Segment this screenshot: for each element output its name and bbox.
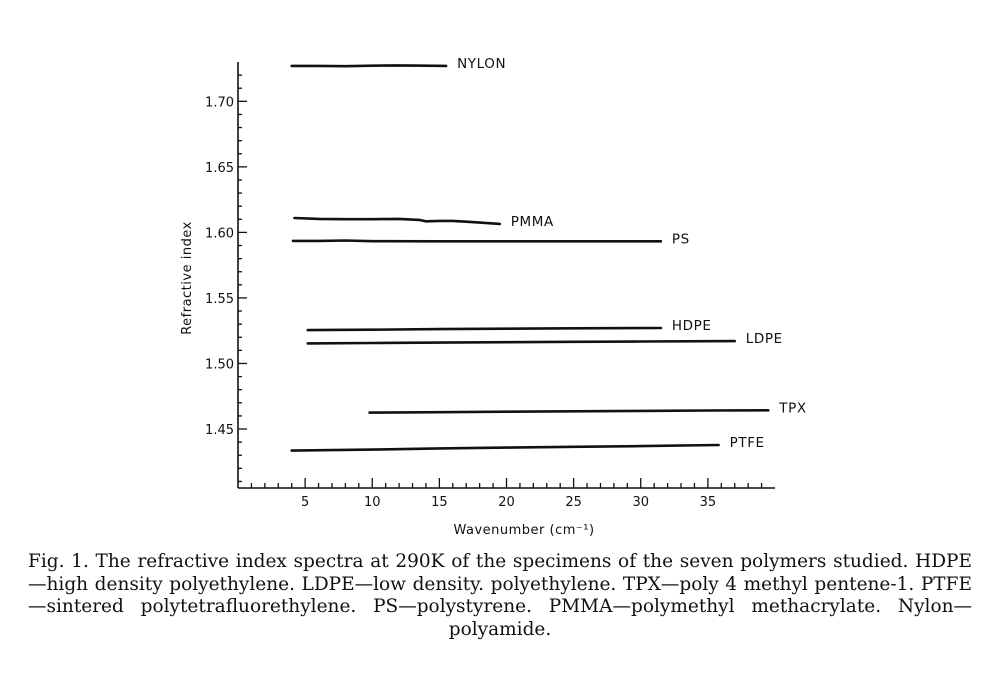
x-tick-label: 35 (699, 495, 717, 510)
series-line-hdpe (308, 328, 661, 330)
series-label-ldpe: LDPE (745, 331, 783, 348)
series-label-ps: PS (671, 231, 690, 248)
chart-axes (205, 62, 775, 510)
x-axis-title: Wavenumber (cm⁻¹) (453, 523, 595, 538)
y-tick-label: 1.60 (205, 226, 234, 242)
series-label-pmma: PMMA (510, 213, 554, 230)
chart-series (292, 56, 807, 451)
series-label-hdpe: HDPE (671, 317, 712, 334)
x-tick-label: 25 (565, 495, 582, 510)
series-line-ps (293, 241, 661, 242)
series-line-ptfe (292, 445, 719, 451)
series-line-tpx (370, 410, 769, 412)
series-label-nylon: NYLON (457, 55, 507, 72)
x-tick-label: 20 (498, 495, 515, 510)
y-tick-label: 1.45 (205, 423, 234, 439)
y-tick-label: 1.50 (205, 357, 234, 373)
x-tick-label: 10 (363, 495, 381, 510)
figure-caption: Fig. 1. The refractive index spectra at 290K of the specimens of the seven polymers studied. HDPE—high density polyethylene. LDPE—low density. polyethylene. TPX—poly 4 methyl pentene-1. PTFE—sintered polytetrafluorethylene. PS—polystyrene. PMMA—polymethyl methacrylate. Nylon—polyamide. (28, 551, 972, 640)
x-tick-label: 15 (431, 495, 448, 510)
series-label-tpx: TPX (779, 400, 807, 417)
series-label-ptfe: PTFE (729, 435, 765, 452)
series-line-nylon (292, 65, 446, 66)
series-line-pmma (294, 218, 499, 224)
y-tick-label: 1.65 (205, 160, 234, 176)
x-tick-label: 5 (300, 495, 310, 510)
y-axis-title: Refractive index (180, 221, 195, 335)
y-tick-label: 1.70 (205, 95, 234, 111)
series-line-ldpe (308, 341, 735, 343)
y-tick-label: 1.55 (205, 291, 234, 307)
x-tick-label: 30 (632, 495, 650, 510)
